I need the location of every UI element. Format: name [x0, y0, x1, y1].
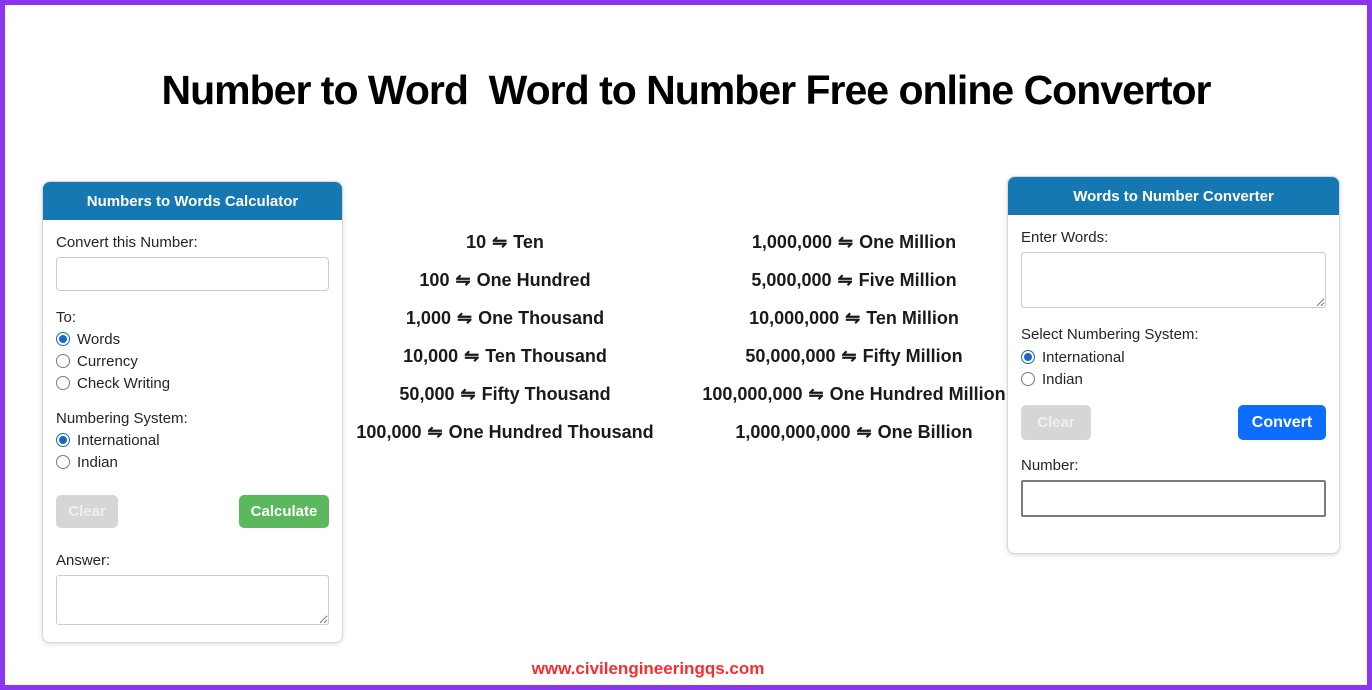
enter-words-label: Enter Words:	[1021, 229, 1109, 246]
radio-international[interactable]	[56, 429, 329, 451]
swap-arrows-icon: ⇋	[492, 232, 508, 252]
select-numbering-system-label: Select Numbering System:	[1021, 326, 1199, 343]
example-number: 1,000,000	[751, 232, 832, 252]
radio-indian[interactable]	[1021, 368, 1326, 390]
example-word: Fifty Million	[862, 346, 963, 366]
example-number: 1,000	[405, 308, 451, 328]
radio-unselected-icon	[1021, 372, 1035, 386]
example-word: One Hundred	[476, 270, 591, 290]
radio-unselected-icon	[56, 354, 70, 368]
convert-number-label: Convert this Number:	[56, 234, 198, 251]
swap-arrows-icon: ⇋	[837, 232, 854, 252]
radio-check-writing[interactable]	[56, 372, 329, 394]
words-to-number-card	[1007, 176, 1340, 554]
examples-column-1	[355, 223, 655, 451]
swap-arrows-icon: ⇋	[455, 270, 471, 290]
example-word: Ten	[513, 232, 544, 252]
example-number: 1,000,000,000	[735, 422, 851, 442]
example-word: One Million	[859, 232, 957, 252]
example-word: One Hundred Thousand	[448, 422, 654, 442]
numbers-to-words-body	[43, 220, 342, 644]
example-row	[693, 375, 1015, 413]
swap-arrows-icon: ⇋	[808, 384, 824, 404]
radio-selected-icon	[56, 332, 70, 346]
example-number: 100	[419, 270, 450, 290]
example-word: One Billion	[877, 422, 973, 442]
example-row	[693, 223, 1015, 261]
enter-words-textarea[interactable]	[1021, 252, 1326, 308]
numbering-system-radio-group	[1021, 346, 1326, 390]
radio-international-label: International	[1042, 348, 1125, 366]
swap-arrows-icon: ⇋	[837, 270, 853, 290]
radio-currency-label: Currency	[77, 352, 138, 370]
to-label: To:	[56, 309, 77, 326]
example-word: Fifty Thousand	[481, 384, 611, 404]
radio-indian-label: Indian	[1042, 370, 1083, 388]
clear-button[interactable]: Clear	[56, 495, 118, 528]
radio-indian-label: Indian	[77, 453, 118, 471]
page-title: Number to Word Word to Number Free online Convertor	[161, 67, 1211, 113]
example-number: 100,000	[356, 422, 422, 442]
number-result-input[interactable]	[1021, 480, 1326, 517]
radio-check-writing-label: Check Writing	[77, 374, 171, 392]
example-row	[355, 299, 655, 337]
swap-arrows-icon: ⇋	[427, 422, 443, 442]
radio-selected-icon	[1021, 350, 1035, 364]
radio-words[interactable]	[56, 328, 329, 350]
clear-button[interactable]: Clear	[1021, 405, 1091, 440]
swap-arrows-icon: ⇋	[856, 422, 872, 442]
to-radio-group	[56, 328, 329, 394]
example-row	[355, 413, 655, 451]
answer-label: Answer:	[56, 552, 111, 569]
right-button-row	[1021, 405, 1326, 440]
example-row	[693, 413, 1015, 451]
radio-international[interactable]	[1021, 346, 1326, 368]
example-number: 50,000	[399, 384, 455, 404]
example-row	[693, 337, 1015, 375]
radio-unselected-icon	[56, 455, 70, 469]
example-word: One Thousand	[478, 308, 605, 328]
examples-column-2	[693, 223, 1015, 451]
example-row	[355, 261, 655, 299]
example-row	[355, 337, 655, 375]
radio-currency[interactable]	[56, 350, 329, 372]
numbers-to-words-header: Numbers to Words Calculator	[43, 182, 342, 220]
numbers-to-words-card	[42, 181, 343, 643]
swap-arrows-icon: ⇋	[845, 308, 861, 328]
swap-arrows-icon: ⇋	[460, 384, 476, 404]
left-button-row	[56, 495, 329, 528]
example-word: Ten Thousand	[485, 346, 607, 366]
example-number: 5,000,000	[751, 270, 832, 290]
example-number: 10,000	[403, 346, 459, 366]
example-word: Ten Million	[866, 308, 959, 328]
radio-words-label: Words	[77, 330, 121, 348]
example-number: 10	[466, 232, 487, 252]
answer-textarea[interactable]	[56, 575, 329, 625]
radio-international-label: International	[77, 431, 160, 449]
radio-selected-icon	[56, 433, 70, 447]
number-label: Number:	[1021, 457, 1079, 474]
calculate-button[interactable]: Calculate	[239, 495, 329, 528]
words-to-number-header: Words to Number Converter	[1008, 177, 1339, 215]
convert-button[interactable]: Convert	[1238, 405, 1326, 440]
swap-arrows-icon: ⇋	[464, 346, 480, 366]
radio-unselected-icon	[56, 376, 70, 390]
example-number: 50,000,000	[745, 346, 836, 366]
radio-indian[interactable]	[56, 451, 329, 473]
numbering-system-label: Numbering System:	[56, 410, 188, 427]
example-word: Five Million	[858, 270, 957, 290]
example-row	[693, 299, 1015, 337]
example-word: One Hundred Million	[829, 384, 1006, 404]
example-number: 10,000,000	[749, 308, 840, 328]
words-to-number-body	[1008, 215, 1339, 531]
swap-arrows-icon: ⇋	[456, 308, 473, 328]
example-row	[693, 261, 1015, 299]
example-number: 100,000,000	[702, 384, 803, 404]
footer-site-link[interactable]: www.civilengineeringqs.com	[531, 659, 765, 678]
numbering-system-radio-group	[56, 429, 329, 473]
swap-arrows-icon: ⇋	[841, 346, 857, 366]
example-row	[355, 223, 655, 261]
example-row	[355, 375, 655, 413]
convert-number-input[interactable]	[56, 257, 329, 291]
